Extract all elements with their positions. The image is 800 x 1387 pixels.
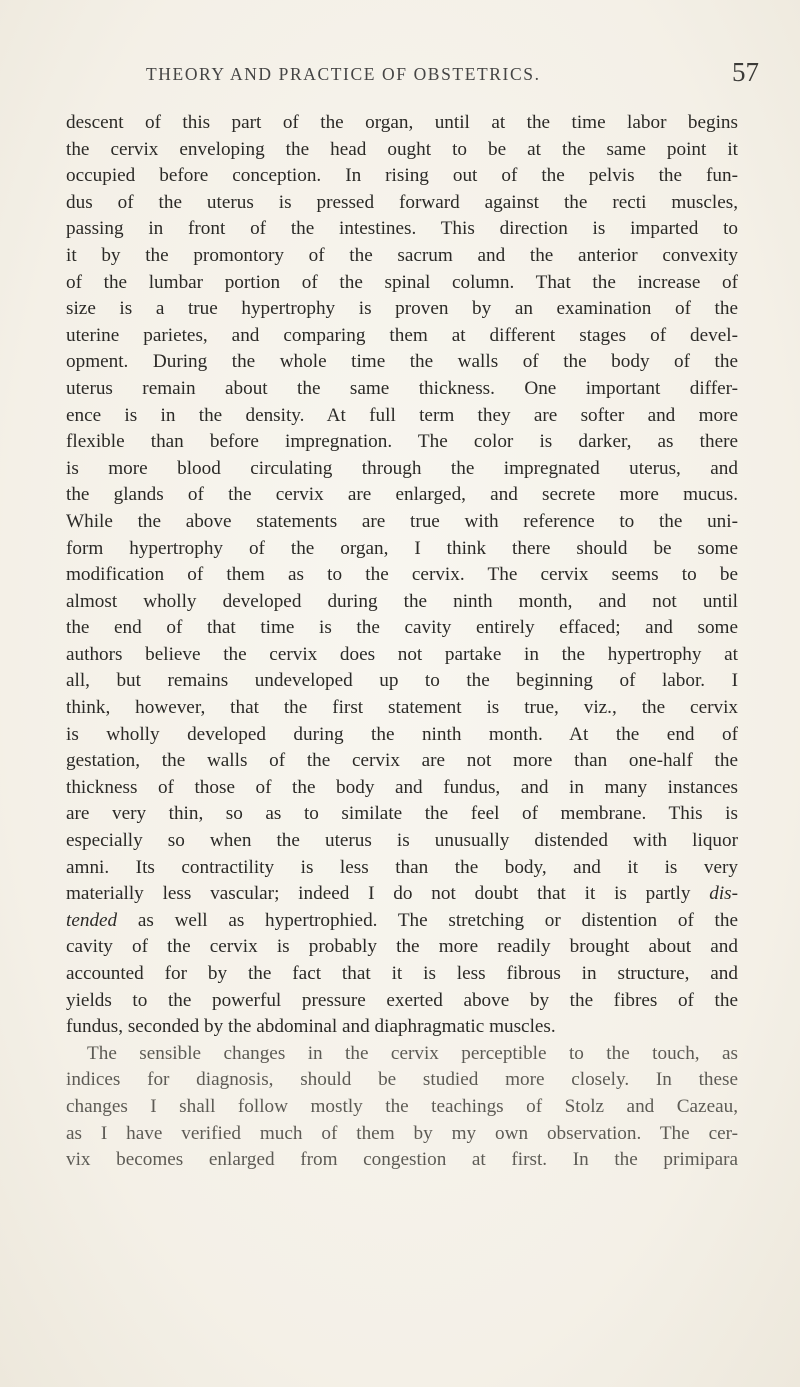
text-line: size is a true hypertrophy is proven by an examination of the [66,298,738,320]
text-line: fundus, seconded by the abdominal and diaphragmatic muscles. [66,1016,556,1038]
text-line: modification of them as to the cervix. The cervix seems to be [66,564,738,586]
text-line: gestation, the walls of the cervix are not more than one-half the [66,750,738,772]
text-line: dus of the uterus is pressed forward against the recti muscles, [66,191,738,213]
text-line: uterus remain about the same thickness. One important differ- [66,377,738,399]
running-head [0,57,800,90]
text-line: the end of that time is the cavity entirely effaced; and some [66,617,738,639]
text-line: form hypertrophy of the organ, I think there should be some [66,537,738,559]
text-line: vix becomes enlarged from congestion at first. In the primipara [66,1149,738,1171]
page-number: 57 [732,57,759,87]
body-text [66,110,738,1174]
text-line [66,881,738,908]
text-line: is more blood circulating through the impregnated uterus, and [66,457,738,479]
text-line: ence is in the density. At full term they are softer and more [66,404,738,426]
text-line: indices for diagnosis, should be studied more closely. In these [66,1069,738,1091]
text-line: The sensible changes in the cervix perceptible to the touch, as [87,1042,738,1064]
text-line: cavity of the cervix is probably the more readily brought about and [66,936,738,958]
text-line: thickness of those of the body and fundus, and in many instances [66,776,738,798]
text-line: especially so when the uterus is unusually distended with liquor [66,830,738,852]
text-line: flexible than before impregnation. The color is darker, as there [66,431,738,453]
text-line: the cervix enveloping the head ought to be at the same point it [66,138,738,160]
text-line: descent of this part of the organ, until at the time labor begins [66,112,738,133]
italic-word: dis- [709,883,738,905]
running-title: THEORY AND PRACTICE OF OBSTETRICS. [146,64,541,84]
text-line: changes I shall follow mostly the teachings of Stolz and Cazeau, [66,1095,738,1117]
text-line [66,908,738,935]
italic-word: tended [66,909,118,931]
text-line: amni. Its contractility is less than the body, and it is very [66,856,738,878]
text-line: of the lumbar portion of the spinal column. That the increase of [66,271,738,293]
text-line: occupied before conception. In rising out of the pelvis the fun- [66,165,738,187]
text-line: yields to the powerful pressure exerted above by the fibres of the [66,989,738,1011]
text-line: all, but remains undeveloped up to the beginning of labor. I [66,670,738,692]
text-line: opment. During the whole time the walls of the body of the [66,351,738,373]
text-line: it by the promontory of the sacrum and the anterior convexity [66,244,738,266]
text-segment: materially less vascular; indeed I do not doubt that it is partly [66,883,691,905]
text-line: is wholly developed during the ninth month. At the end of [66,723,738,745]
text-line: the glands of the cervix are enlarged, and secrete more mucus. [66,484,738,506]
text-line: passing in front of the intestines. This direction is imparted to [66,218,738,240]
text-segment: as well as hypertrophied. The stretching or distention of the [117,909,738,931]
text-line: think, however, that the first statement is true, viz., the cervix [66,697,738,719]
text-line: almost wholly developed during the ninth month, and not until [66,590,738,612]
text-line: are very thin, so as to similate the feel of membrane. This is [66,803,738,825]
text-line: While the above statements are true with reference to the uni- [66,510,738,532]
text-line: accounted for by the fact that it is less fibrous in structure, and [66,963,738,984]
text-line: authors believe the cervix does not partake in the hypertrophy at [66,643,738,665]
text-line: as I have verified much of them by my own observation. The cer- [66,1122,738,1144]
text-line: uterine parietes, and comparing them at different stages of devel- [66,324,738,346]
